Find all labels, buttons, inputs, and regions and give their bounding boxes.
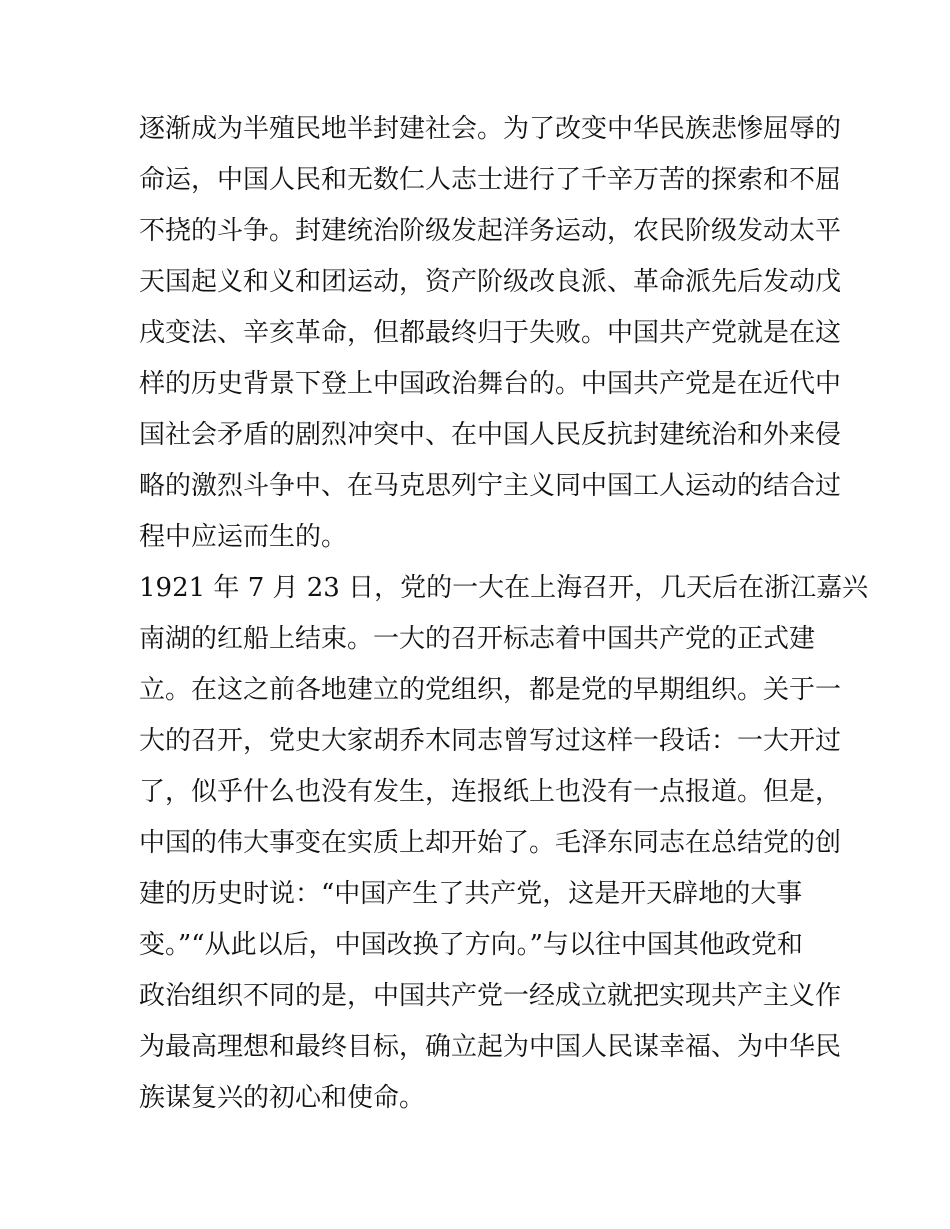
paragraph-history-background xyxy=(139,104,842,563)
text-line: 国社会矛盾的剧烈冲突中、在中国人民反抗封建统治和外来侵 xyxy=(139,420,842,450)
text-line: 了，似乎什么也没有发生，连报纸上也没有一点报道。但是， xyxy=(139,777,842,807)
text-line: 变。”“从此以后，中国改换了方向。”与以往中国其他政党和 xyxy=(139,930,803,960)
text-line: 大的召开，党史大家胡乔木同志曾写过这样一段话：一大开过 xyxy=(139,726,842,756)
text-line: 程中应运而生的。 xyxy=(139,522,348,552)
paragraph-party-founding xyxy=(139,563,869,1124)
text-line: 天国起义和义和团运动，资产阶级改良派、革命派先后发动戊 xyxy=(139,267,842,297)
text-line: 南湖的红船上结束。一大的召开标志着中国共产党的正式建 xyxy=(139,624,816,654)
text-line: 戌变法、辛亥革命，但都最终归于失败。中国共产党就是在这 xyxy=(139,318,842,348)
text-line: 为最高理想和最终目标，确立起为中国人民谋幸福、为中华民 xyxy=(139,1032,842,1062)
text-line: 样的历史背景下登上中国政治舞台的。中国共产党是在近代中 xyxy=(139,369,842,399)
text-line: 逐渐成为半殖民地半封建社会。为了改变中华民族悲惨屈辱的 xyxy=(139,114,842,144)
text-line: 建的历史时说：“中国产生了共产党，这是开天辟地的大事 xyxy=(139,879,803,909)
text-line: 族谋复兴的初心和使命。 xyxy=(139,1083,426,1113)
text-line: 中国的伟大事变在实质上却开始了。毛泽东同志在总结党的创 xyxy=(139,828,842,858)
text-line: 立。在这之前各地建立的党组织，都是党的早期组织。关于一 xyxy=(139,675,842,705)
text-line: 1921 年 7 月 23 日，党的一大在上海召开，几天后在浙江嘉兴 xyxy=(139,573,869,603)
text-line: 不挠的斗争。封建统治阶级发起洋务运动，农民阶级发动太平 xyxy=(139,216,842,246)
text-line: 政治组织不同的是，中国共产党一经成立就把实现共产主义作 xyxy=(139,981,842,1011)
text-line: 命运，中国人民和无数仁人志士进行了千辛万苦的探索和不屈 xyxy=(139,165,842,195)
text-line: 略的激烈斗争中、在马克思列宁主义同中国工人运动的结合过 xyxy=(139,471,842,501)
